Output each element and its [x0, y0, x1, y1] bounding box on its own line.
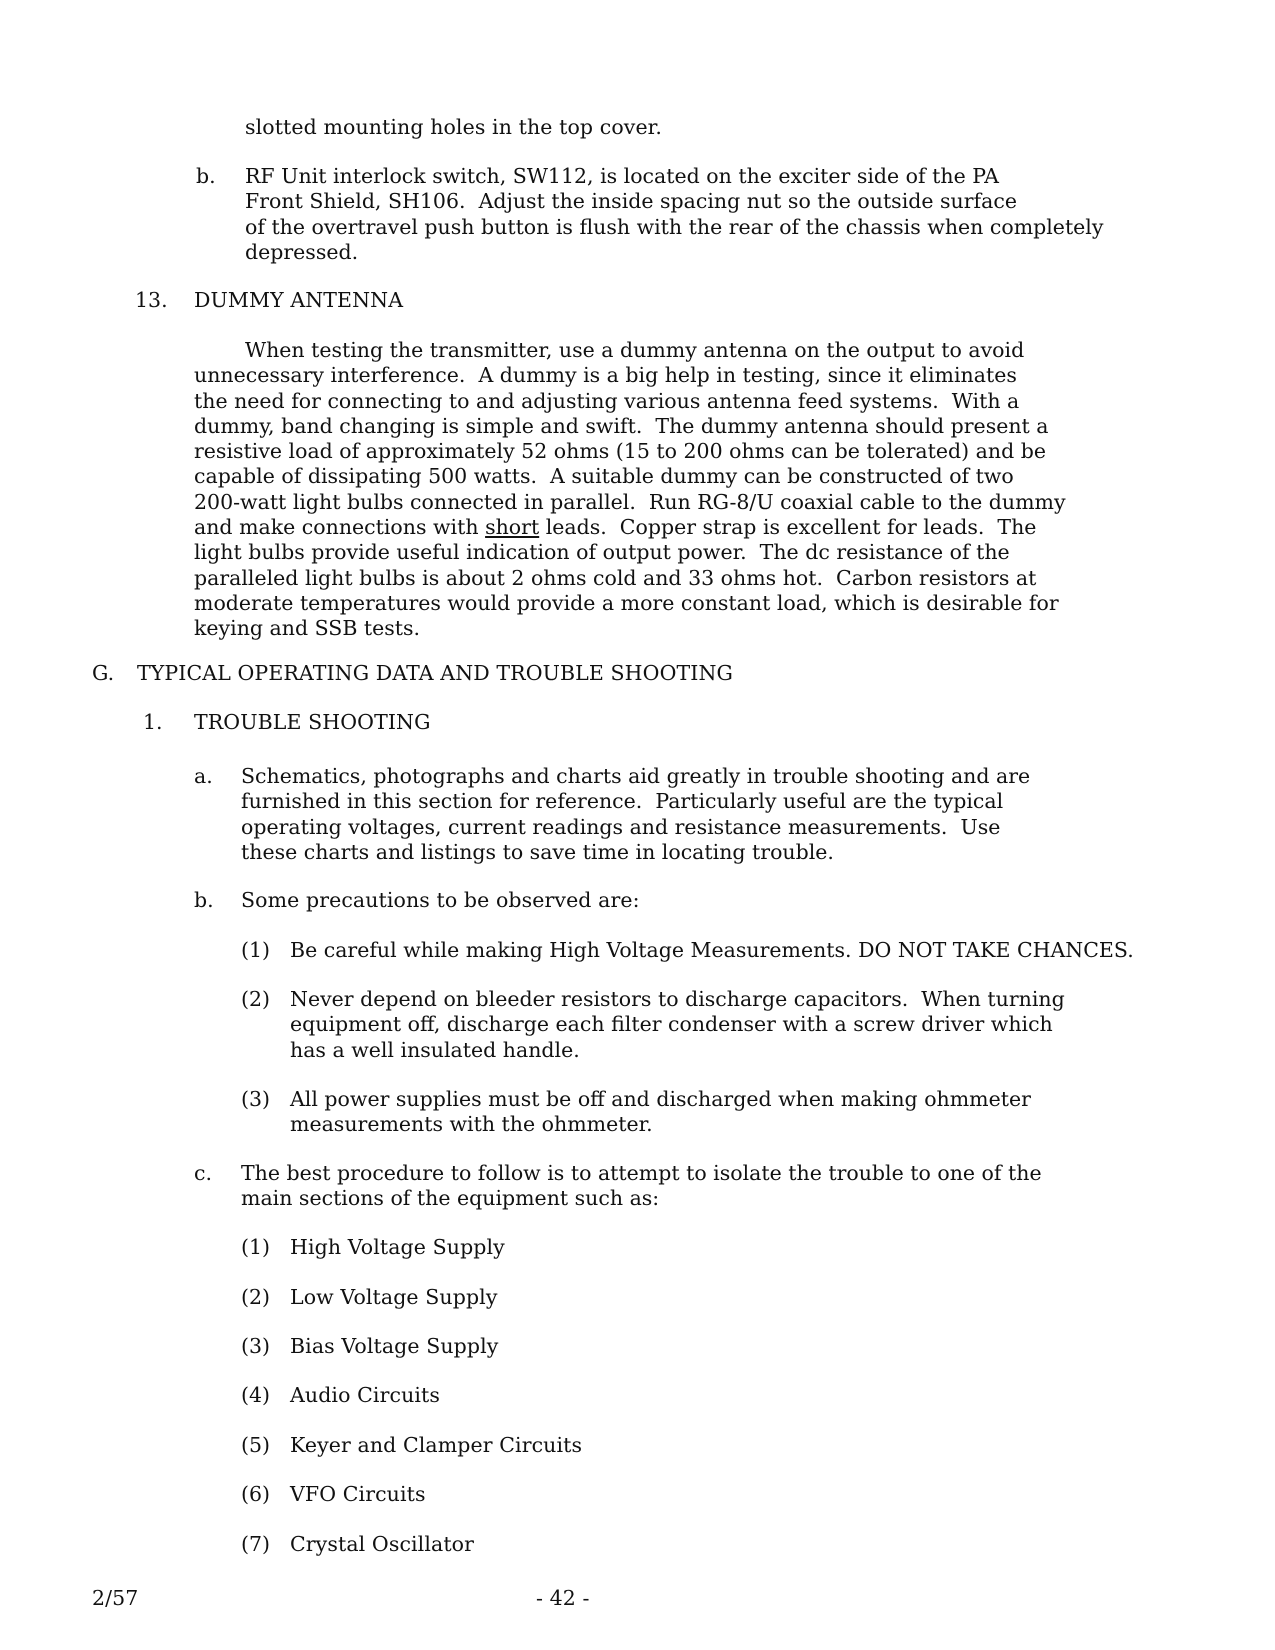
item-label-b: b.: [196, 164, 216, 188]
precaution-1-number: (1): [241, 938, 271, 962]
dummy-antenna-paragraph: When testing the transmitter, use a dummy antenna on the output to avoid unnecessary interference. A dummy is a big help in testing, since it eliminates the need for connecting to and adjusting various antenna feed systems. With a dummy, band changing is simple and swift. The dummy antenna should present a resistive load of approximately 52 ohms (15 to 200 ohms can be tolerated) and be capable of dissipating 500 watts. A suitable dummy can be constructed of two 200-watt light bulbs connected in parallel. Run RG-8/U coaxial cable to the dummy and make connections with short leads. Copper strap is excellent for leads. The light bulbs provide useful indication of output power. The dc resistance of the paralleled light bulbs is about 2 ohms cold and 33 ohms hot. Carbon resistors at moderate temperatures would provide a more constant load, which is desirable for keying and SSB tests.: [194, 338, 1066, 641]
paragraph-continuation: slotted mounting holes in the top cover.: [245, 115, 662, 139]
underlined-word: short: [485, 515, 540, 540]
section-list-4-number: (4): [241, 1383, 271, 1407]
section-list-1-number: (1): [241, 1235, 271, 1259]
section-list-5-text: Keyer and Clamper Circuits: [290, 1433, 583, 1457]
section-list-3-text: Bias Voltage Supply: [290, 1334, 499, 1358]
item-label-c: c.: [194, 1161, 212, 1185]
subsection-1-title: TROUBLE SHOOTING: [194, 710, 431, 734]
section-list-5-number: (5): [241, 1433, 271, 1457]
precautions-intro: Some precautions to be observed are:: [241, 888, 640, 912]
precaution-2-text: Never depend on bleeder resistors to discharge capacitors. When turning equipment off, discharge each filter condenser with a screw driver which has a well insulated handle.: [290, 987, 1065, 1062]
paragraph-line-short-leads: and make connections with short leads. Copper strap is excellent for leads. The: [194, 515, 1037, 540]
item-c-text: The best procedure to follow is to attempt to isolate the trouble to one of the main sections of the equipment such as:: [241, 1161, 1042, 1211]
section-list-1-text: High Voltage Supply: [290, 1235, 505, 1259]
precaution-2-number: (2): [241, 987, 271, 1011]
section-g-title: TYPICAL OPERATING DATA AND TROUBLE SHOOTING: [137, 661, 733, 685]
section-13-number: 13.: [135, 288, 168, 312]
section-list-6-number: (6): [241, 1482, 271, 1506]
precaution-3-number: (3): [241, 1087, 271, 1111]
section-13-title: DUMMY ANTENNA: [194, 288, 404, 312]
section-list-2-number: (2): [241, 1285, 271, 1309]
section-list-3-number: (3): [241, 1334, 271, 1358]
item-label-b-precautions: b.: [194, 888, 214, 912]
section-g-label: G.: [92, 661, 115, 685]
item-label-a: a.: [194, 764, 213, 788]
item-a-text: Schematics, photographs and charts aid greatly in trouble shooting and are furnished in this section for reference. Particularly useful are the typical operating voltages, current readings and resistance measurements. Use these charts and listings to save time in locating trouble.: [241, 764, 1031, 864]
section-list-7-number: (7): [241, 1532, 271, 1556]
footer-date: 2/57: [92, 1586, 139, 1610]
precaution-1-text: Be careful while making High Voltage Measurements. DO NOT TAKE CHANCES.: [290, 938, 1134, 962]
section-list-7-text: Crystal Oscillator: [290, 1532, 474, 1556]
item-b-interlock-text: RF Unit interlock switch, SW112, is located on the exciter side of the PA Front Shield, SH106. Adjust the inside spacing nut so the outside surface of the overtravel push button is flush with the rear of the chassis when completely depressed.: [245, 164, 1104, 264]
section-list-4-text: Audio Circuits: [290, 1383, 440, 1407]
section-list-2-text: Low Voltage Supply: [290, 1285, 498, 1309]
precaution-3-text: All power supplies must be off and discharged when making ohmmeter measurements with the ohmmeter.: [290, 1087, 1031, 1137]
footer-page-number: - 42 -: [536, 1586, 590, 1610]
section-list-6-text: VFO Circuits: [290, 1482, 426, 1506]
subsection-1-number: 1.: [143, 710, 163, 734]
